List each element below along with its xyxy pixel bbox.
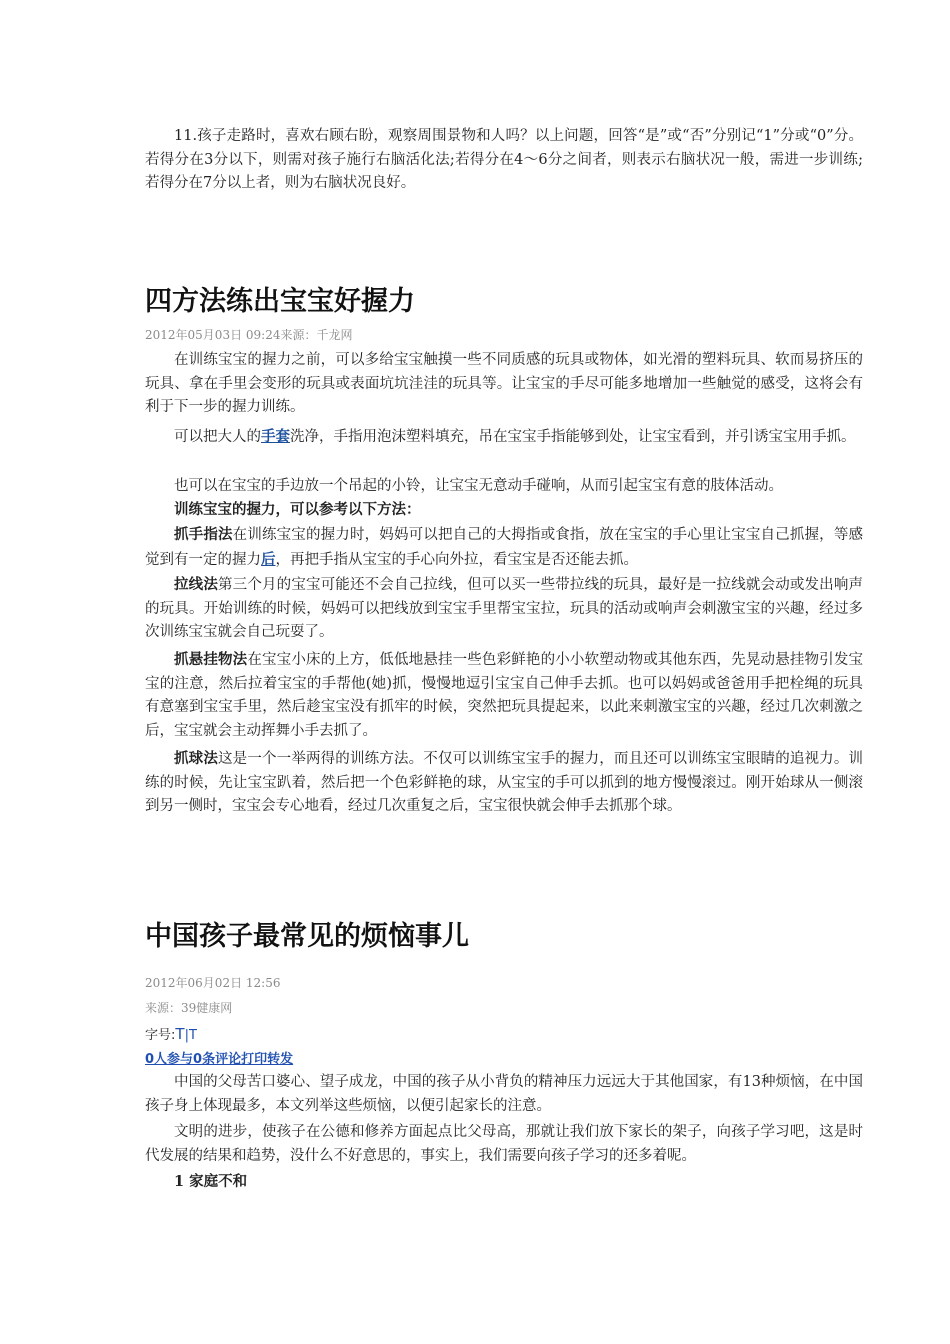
font-small-button[interactable]: T — [188, 1028, 197, 1043]
article1-title: 四方法练出宝宝好握力 — [145, 286, 415, 317]
article2-date: 2012年06月02日 12:56 — [145, 976, 281, 990]
paragraph-text: 洗净，手指用泡沫塑料填充，吊在宝宝手指能够到处，让宝宝看到，并引诱宝宝用手抓。 — [290, 429, 856, 445]
method-text: 在宝宝小床的上方，低低地悬挂一些色彩鲜艳的小小软塑动物或其他东西，先晃动悬挂物引发宝宝的注意，然后拉着宝宝的手帮他(她)抓，慢慢地逗引宝宝自己伸手去抓。也可以妈妈或爸爸用手把栓绳的玩具有意塞到宝宝手里，然后趁宝宝没有抓牢的时候，突然把玩具提起来，以此来刺激宝宝的兴趣，经过几次刺激之后，宝宝就会主动挥舞小手去抓了。 — [145, 652, 864, 739]
method-hanging-object — [145, 648, 863, 743]
paragraph-text: 可以把大人的 — [174, 429, 261, 445]
font-size-control — [145, 1024, 197, 1043]
font-large-button[interactable]: T — [175, 1025, 185, 1043]
intro-paragraph-11: 11.孩子走路时，喜欢右顾右盼，观察周围景物和人吗？以上问题，回答“是”或“否”分别记“1”分或“0”分。 若得分在3分以下，则需对孩子施行右脑活化法;若得分在4～6分之间者，则表示右脑状况一般，需进一步训练;若得分在7分以上者，则为右脑状况良好。 — [145, 128, 863, 191]
article2-paragraph-1: 中国的父母苦口婆心、望子成龙，中国的孩子从小背负的精神压力远远大于其他国家，有13种烦恼，在中国孩子身上体现最多，本文列举这些烦恼，以便引起家长的注意。 — [145, 1074, 863, 1114]
article2-paragraph-2: 文明的进步，使孩子在公德和修养方面起点比父母高，那就让我们放下家长的架子，向孩子学习吧，这是时代发展的结果和趋势，没什么不好意思的，事实上，我们需要向孩子学习的还多着呢。 — [145, 1124, 863, 1164]
font-size-label: 字号: — [145, 1028, 176, 1043]
article1-paragraph-1: 在训练宝宝的握力之前，可以多给宝宝触摸一些不同质感的玩具或物体，如光滑的塑料玩具、软而易挤压的玩具、拿在手里会变形的玩具或表面坑坑洼洼的玩具等。让宝宝的手尽可能多地增加一些触觉的感受，这将会有利于下一步的握力训练。 — [145, 352, 863, 415]
article2-source: 来源：39健康网 — [145, 1001, 233, 1015]
method-label: 抓手指法 — [174, 526, 233, 543]
method-label: 抓悬挂物法 — [174, 651, 248, 668]
article1-meta: 2012年05月03日 09:24来源：千龙网 — [145, 328, 353, 342]
method-label: 拉线法 — [174, 576, 218, 593]
article-actions — [145, 1048, 293, 1067]
article1-paragraph-3: 也可以在宝宝的手边放一个吊起的小铃，让宝宝无意动手碰响，从而引起宝宝有意的肢体活动。 — [174, 478, 783, 494]
article1-paragraph-2 — [145, 425, 863, 450]
method-text: ，再把手指从宝宝的手心向外拉，看宝宝是否还能去抓。 — [275, 551, 638, 568]
method-pull-string — [145, 573, 863, 645]
article2-title: 中国孩子最常见的烦恼事儿 — [145, 921, 469, 952]
method-heading: 训练宝宝的握力，可以参考以下方法： — [174, 501, 421, 518]
font-separator: | — [184, 1028, 189, 1043]
method-label: 抓球法 — [174, 750, 218, 767]
method-ball — [145, 747, 863, 819]
actions-links[interactable]: 0人参与0条评论打印转发 — [145, 1052, 294, 1067]
method-grab-finger — [145, 523, 863, 572]
method-text: 这是一个一举两得的训练方法。不仅可以训练宝宝手的握力，而且还可以训练宝宝眼睛的追视力。训练的时候，先让宝宝趴着，然后把一个色彩鲜艳的球，从宝宝的手可以抓到的地方慢慢滚过。刚开始球从一侧滚到另一侧时，宝宝会专心地看，经过几次重复之后，宝宝很快就会伸手去抓那个球。 — [145, 751, 864, 814]
glove-link[interactable]: 手套 — [261, 428, 290, 445]
method-text: 第三个月的宝宝可能还不会自己拉线，但可以买一些带拉线的玩具，最好是一拉线就会动或发出响声的玩具。开始训练的时候，妈妈可以把线放到宝宝手里帮宝宝拉，玩具的活动或响声会刺激宝宝的兴趣，经过多次训练宝宝就会自己玩耍了。 — [145, 577, 864, 640]
after-link[interactable]: 后 — [261, 550, 276, 568]
section-heading: 1 家庭不和 — [174, 1173, 248, 1190]
method-text: 在训练宝宝的握力时，妈妈可以把自己的大拇指或食指，放在宝宝的手心里让宝宝自己抓握，等感觉到有一定的握力 — [145, 527, 864, 568]
